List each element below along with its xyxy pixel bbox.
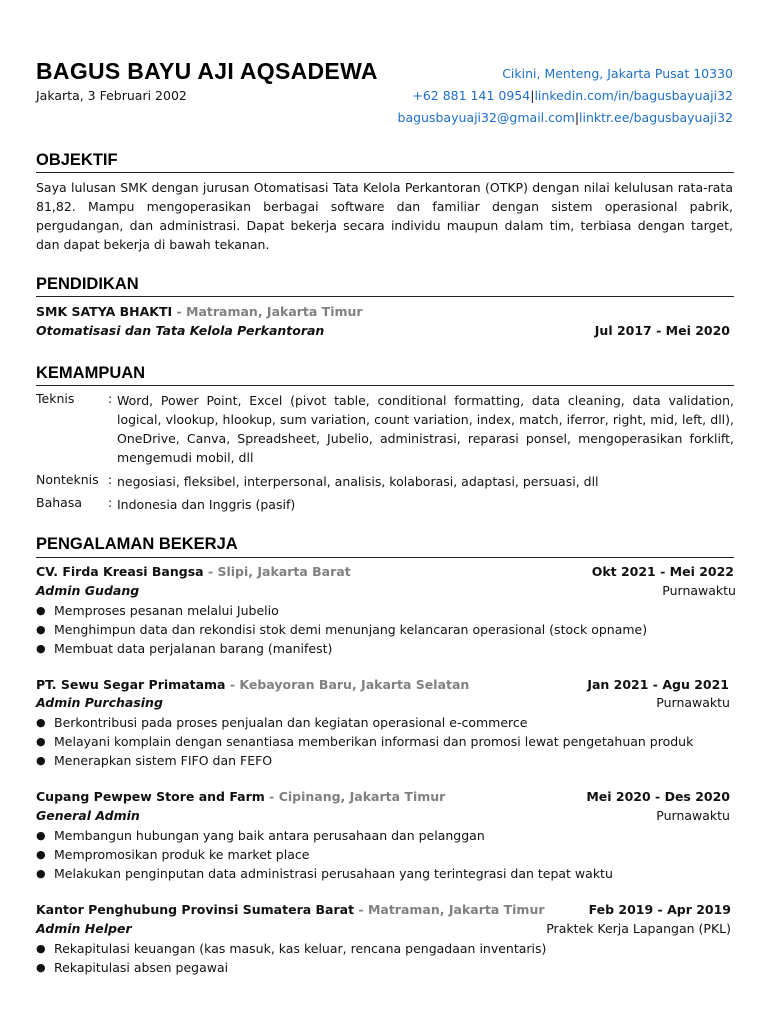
- company-name: Cupang Pewpew Store and Farm: [36, 789, 265, 804]
- bullet-icon: ●: [36, 829, 46, 842]
- section-title-education: PENDIDIKAN: [36, 275, 139, 293]
- candidate-name: BAGUS BAYU AJI AQSADEWA: [36, 58, 378, 84]
- bullet-icon: ●: [36, 754, 46, 767]
- skill-label-technical: Teknis: [36, 391, 75, 406]
- task-text: Membuat data perjalanan barang (manifest): [54, 641, 333, 656]
- linktree-link[interactable]: linktr.ee/bagusbayuaji32: [579, 110, 733, 125]
- school-title: SMK SATYA BHAKTI: [36, 304, 173, 319]
- skill-value-nontechnical: negosiasi, fleksibel, interpersonal, analisis, kolaborasi, adaptasi, persuasi, dll: [117, 474, 599, 489]
- list-item: [36, 620, 647, 639]
- bullet-icon: ●: [36, 716, 46, 729]
- task-text: Rekapitulasi absen pegawai: [54, 960, 229, 975]
- separator: |: [574, 110, 580, 125]
- job-tasks: [36, 939, 546, 977]
- task-text: Memproses pesanan melalui Jubelio: [54, 603, 279, 618]
- company-location: - Slipi, Jakarta Barat: [203, 564, 351, 579]
- list-item: [36, 732, 693, 751]
- job-role: Admin Helper: [36, 921, 132, 936]
- education-period: Jul 2017 - Mei 2020: [594, 323, 730, 338]
- list-item: [36, 845, 613, 864]
- job-tasks: [36, 713, 693, 770]
- task-text: Rekapitulasi keuangan (kas masuk, kas keluar, rencana pengadaan inventaris): [54, 941, 547, 956]
- list-item: [36, 713, 693, 732]
- phone-number[interactable]: +62 881 141 0954: [412, 88, 531, 103]
- task-text: Membangun hubungan yang baik antara perusahaan dan pelanggan: [54, 828, 485, 843]
- objective-text: [36, 178, 733, 254]
- objective-paragraph: Saya lulusan SMK dengan jurusan Otomatisasi Tata Kelola Perkantoran (OTKP) dengan nilai kelulusan rata-rata 81,82. Mampu mengoperasikan berbagai software dan familiar dengan sistem operasional pabrik, pergudangan, dan administrasi. Dapat bekerja secara individu maupun dalam tim, terbiasa dengan target, dan dapat bekerja di bawah tekanan.: [36, 180, 733, 252]
- skill-colon: :: [108, 495, 113, 510]
- skill-label-nontechnical: Nonteknis: [36, 472, 99, 487]
- birth-info: Jakarta, 3 Februari 2002: [36, 88, 187, 103]
- bullet-icon: ●: [36, 735, 46, 748]
- skill-label-language: Bahasa: [36, 495, 82, 510]
- job-period: Okt 2021 - Mei 2022: [591, 564, 734, 579]
- bullet-icon: ●: [36, 942, 46, 955]
- section-title-objective: OBJEKTIF: [36, 151, 118, 169]
- bullet-icon: ●: [36, 961, 46, 974]
- list-item: [36, 751, 693, 770]
- skill-value-language: Indonesia dan Inggris (pasif): [117, 497, 296, 512]
- job-type: Praktek Kerja Lapangan (PKL): [546, 921, 731, 936]
- contact-line-1: [412, 88, 733, 103]
- list-item: [36, 939, 546, 958]
- section-divider: [36, 296, 734, 297]
- section-divider: [36, 557, 734, 558]
- job-company: [36, 677, 469, 692]
- company-name: Kantor Penghubung Provinsi Sumatera Barat: [36, 902, 355, 917]
- bullet-icon: ●: [36, 848, 46, 861]
- company-name: CV. Firda Kreasi Bangsa: [36, 564, 204, 579]
- major: Otomatisasi dan Tata Kelola Perkantoran: [36, 323, 325, 338]
- list-item: [36, 639, 647, 658]
- list-item: [36, 601, 647, 620]
- linkedin-link[interactable]: linkedin.com/in/bagusbayuaji32: [534, 88, 733, 103]
- company-name: PT. Sewu Segar Primatama: [36, 677, 226, 692]
- school-location: - Matraman, Jakarta Timur: [172, 304, 363, 319]
- task-text: Melakukan penginputan data administrasi perusahaan yang terintegrasi dan tepat waktu: [54, 866, 613, 881]
- job-type: Purnawaktu: [656, 695, 730, 710]
- school-name: [36, 304, 363, 319]
- list-item: [36, 864, 613, 883]
- bullet-icon: ●: [36, 623, 46, 636]
- skill-value-technical: Word, Power Point, Excel (pivot table, conditional formatting, data cleaning, data validation, logical, vlookup, hlookup, sum variation, count variation, index, match, iferror, right, mid, left, dll), OneDrive, Canva, Spreadsheet, Jubelio, administrasi, reparasi ponsel, mengoperasikan forklift, mengemudi mobil, dll: [117, 393, 734, 465]
- section-divider: [36, 385, 734, 386]
- bullet-icon: ●: [36, 642, 46, 655]
- contact-line-2: [398, 110, 733, 125]
- task-text: Mempromosikan produk ke market place: [54, 847, 310, 862]
- task-text: Berkontribusi pada proses penjualan dan kegiatan operasional e-commerce: [54, 715, 528, 730]
- job-period: Jan 2021 - Agu 2021: [587, 677, 729, 692]
- company-location: - Matraman, Jakarta Timur: [354, 902, 545, 917]
- job-role: General Admin: [36, 808, 140, 823]
- section-title-experience: PENGALAMAN BEKERJA: [36, 535, 238, 553]
- job-type: Purnawaktu: [662, 583, 736, 598]
- task-text: Menghimpun data dan rekondisi stok demi menunjang kelancaran operasional (stock opname): [54, 622, 648, 637]
- bullet-icon: ●: [36, 867, 46, 880]
- company-location: - Cipinang, Jakarta Timur: [264, 789, 446, 804]
- job-company: [36, 564, 351, 579]
- job-company: [36, 902, 545, 917]
- job-tasks: [36, 826, 613, 883]
- job-tasks: [36, 601, 647, 658]
- email-link[interactable]: bagusbayuaji32@gmail.com: [397, 110, 575, 125]
- company-location: - Kebayoran Baru, Jakarta Selatan: [225, 677, 470, 692]
- skill-colon: :: [108, 391, 113, 406]
- task-text: Menerapkan sistem FIFO dan FEFO: [54, 753, 273, 768]
- section-title-skills: KEMAMPUAN: [36, 364, 146, 382]
- bullet-icon: ●: [36, 604, 46, 617]
- job-period: Mei 2020 - Des 2020: [586, 789, 730, 804]
- job-type: Purnawaktu: [656, 808, 730, 823]
- section-divider: [36, 172, 734, 173]
- separator: |: [530, 88, 535, 103]
- list-item: [36, 958, 546, 977]
- skill-colon: :: [108, 472, 113, 487]
- job-period: Feb 2019 - Apr 2019: [588, 902, 731, 917]
- list-item: [36, 826, 613, 845]
- job-role: Admin Gudang: [36, 583, 140, 598]
- job-company: [36, 789, 445, 804]
- address: Cikini, Menteng, Jakarta Pusat 10330: [502, 66, 733, 81]
- task-text: Melayani komplain dengan senantiasa memberikan informasi dan promosi lewat pengetahuan produk: [54, 734, 694, 749]
- job-role: Admin Purchasing: [36, 695, 163, 710]
